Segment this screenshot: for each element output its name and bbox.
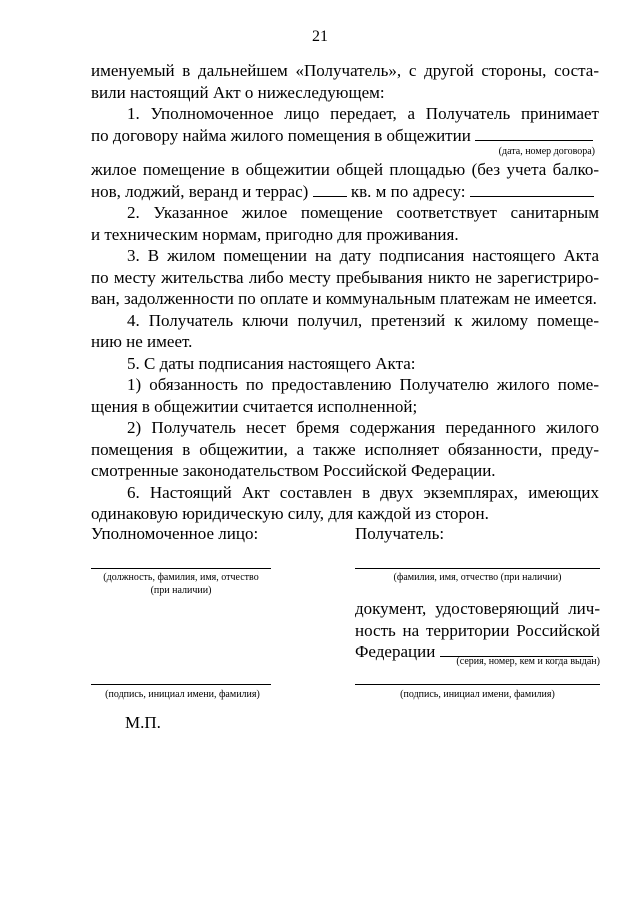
doc-line-3-text: Федерации	[355, 642, 436, 661]
p1-line-1: 1. Уполномоченное лицо передает, а Получатель принимает	[127, 104, 599, 123]
p4-line-2: нию не имеет.	[91, 332, 193, 351]
intro-line-2: вили настоящий Акт о нижеследующем:	[91, 82, 385, 102]
p1-line-4	[91, 181, 599, 203]
recipient-signature-line	[355, 684, 600, 685]
intro-line-1: именуемый в дальнейшем «Получатель», с другой стороны, соста-	[91, 61, 599, 80]
authorized-signature-hint: (подпись, инициал имени, фамилия)	[105, 689, 260, 700]
p5-line-1: 5. С даты подписания настоящего Акта:	[127, 353, 416, 373]
p2-line-2: и техническим нормам, пригодно для проживания.	[91, 224, 459, 244]
p6-line-1: 6. Настоящий Акт составлен в двух экземплярах, имеющих	[127, 482, 599, 502]
p5-1-line-2: щения в общежитии считается исполненной;	[91, 396, 418, 416]
recipient-name-line	[355, 568, 600, 569]
p3-line-1: 3. В жилом помещении на дату подписания настоящего Акта	[127, 246, 599, 265]
area-blank	[313, 182, 347, 197]
p1-line-4b: кв. м по адресу:	[350, 181, 466, 201]
authorized-name-line	[91, 568, 271, 569]
recipient-heading: Получатель:	[355, 524, 445, 543]
contract-hint: (дата, номер договора)	[498, 146, 595, 157]
p5-2-line-2: помещения в общежитии, а также исполняет обязанности, преду-	[91, 439, 599, 459]
page-number: 21	[312, 28, 328, 45]
authorized-name-hint-1: (должность, фамилия, имя, отчество	[103, 572, 259, 583]
p2-line-1: 2. Указанное жилое помещение соответствует санитарным	[127, 203, 599, 222]
doc-line-1: документ, удостоверяющий лич-	[355, 599, 600, 618]
p3-line-2: по месту жительства либо месту пребывания никто не зарегистриро-	[91, 267, 599, 287]
identity-document-hint: (серия, номер, кем и когда выдан)	[456, 656, 600, 667]
authorized-name-hint	[85, 571, 277, 597]
p4-line-1: 4. Получатель ключи получил, претензий к жилому помеще-	[127, 310, 599, 330]
p3-line-3: ван, задолженности по оплате и коммунальным платежам не имеется.	[91, 289, 597, 308]
recipient-signature-hint: (подпись, инициал имени, фамилия)	[400, 689, 555, 700]
p5-2-line-1: 2) Получатель несет бремя содержания переданного жилого	[127, 418, 599, 437]
seal-placeholder: М.П.	[125, 713, 161, 732]
p5-1-line-1: 1) обязанность по предоставлению Получателю жилого поме-	[127, 375, 599, 394]
identity-document-block	[355, 598, 600, 663]
address-blank	[470, 182, 594, 197]
doc-line-2: ность на территории Российской	[355, 620, 600, 640]
recipient-name-hint: (фамилия, имя, отчество (при наличии)	[393, 572, 562, 583]
p1-line-2-text: по договору найма жилого помещения в общежитии	[91, 125, 471, 145]
p1-line-3: жилое помещение в общежитии общей площадью (без учета балко-	[91, 160, 599, 179]
p1-line-4a: нов, лоджий, веранд и террас)	[91, 181, 309, 201]
p1-line-2	[91, 125, 599, 147]
authorized-name-hint-2: (при наличии)	[150, 585, 212, 596]
act-body	[91, 60, 599, 525]
p5-2-line-3: смотренные законодательством Российской Федерации.	[91, 461, 496, 480]
authorized-person-heading: Уполномоченное лицо:	[91, 524, 259, 543]
authorized-signature-line	[91, 684, 271, 685]
contract-blank	[475, 126, 593, 141]
p6-line-2: одинаковую юридическую силу, для каждой из сторон.	[91, 504, 489, 523]
